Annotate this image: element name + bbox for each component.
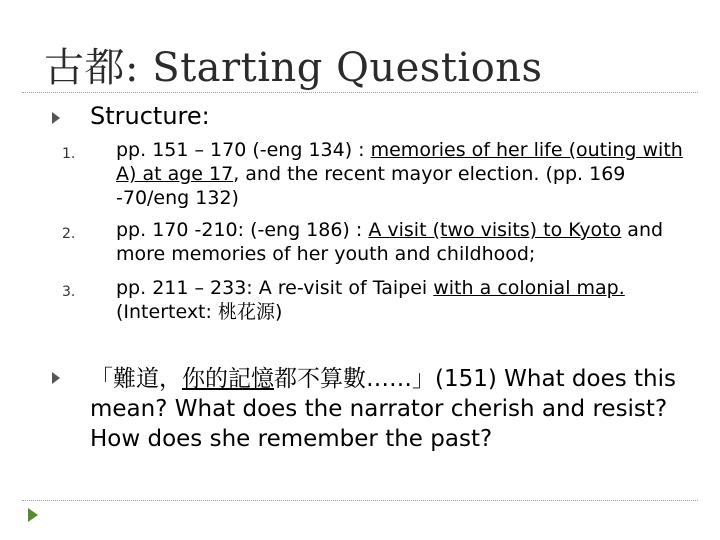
quote-open: 「難道， [90,366,182,392]
quote-rest: 都不算數……」(151) What does this mean? What does the narrator cherish and resist? How does she remember the past? [90,366,676,452]
item-text: pp. 211 – 233: A re-visit of Taipei [116,277,434,299]
item-text: (Intertext: 桃花源) [116,301,283,323]
item-number-3: 3. [62,284,76,300]
list-item [116,276,696,324]
quote-paragraph [90,364,690,454]
list-item [116,218,696,266]
slide-title: 古都: Starting Questions [44,45,543,91]
list-item [116,138,696,210]
section-heading: Structure: [90,102,210,130]
item-underlined-text: memories of her life (outing with A) at age 17 [116,139,683,185]
quote-underlined-text: 你的記憶 [182,366,274,392]
item-text: pp. 170 -210: (-eng 186) : [116,219,369,241]
item-number-1: 1. [62,146,76,162]
bullet-arrow-icon [52,372,60,384]
item-text: and more memories of her youth and childhood; [116,219,664,265]
bullet-arrow-icon [52,112,60,124]
title-divider [22,92,698,93]
item-text: pp. 151 – 170 (-eng 134) : [116,139,371,161]
footer-divider [22,500,698,501]
item-number-2: 2. [62,226,76,242]
item-text: , and the recent mayor election. (pp. 169 -70/eng 132) [116,163,626,209]
item-underlined-text: A visit (two visits) to Kyoto [368,219,622,241]
item-underlined-text: with a colonial map. [433,277,625,299]
corner-arrow-icon [28,508,38,522]
